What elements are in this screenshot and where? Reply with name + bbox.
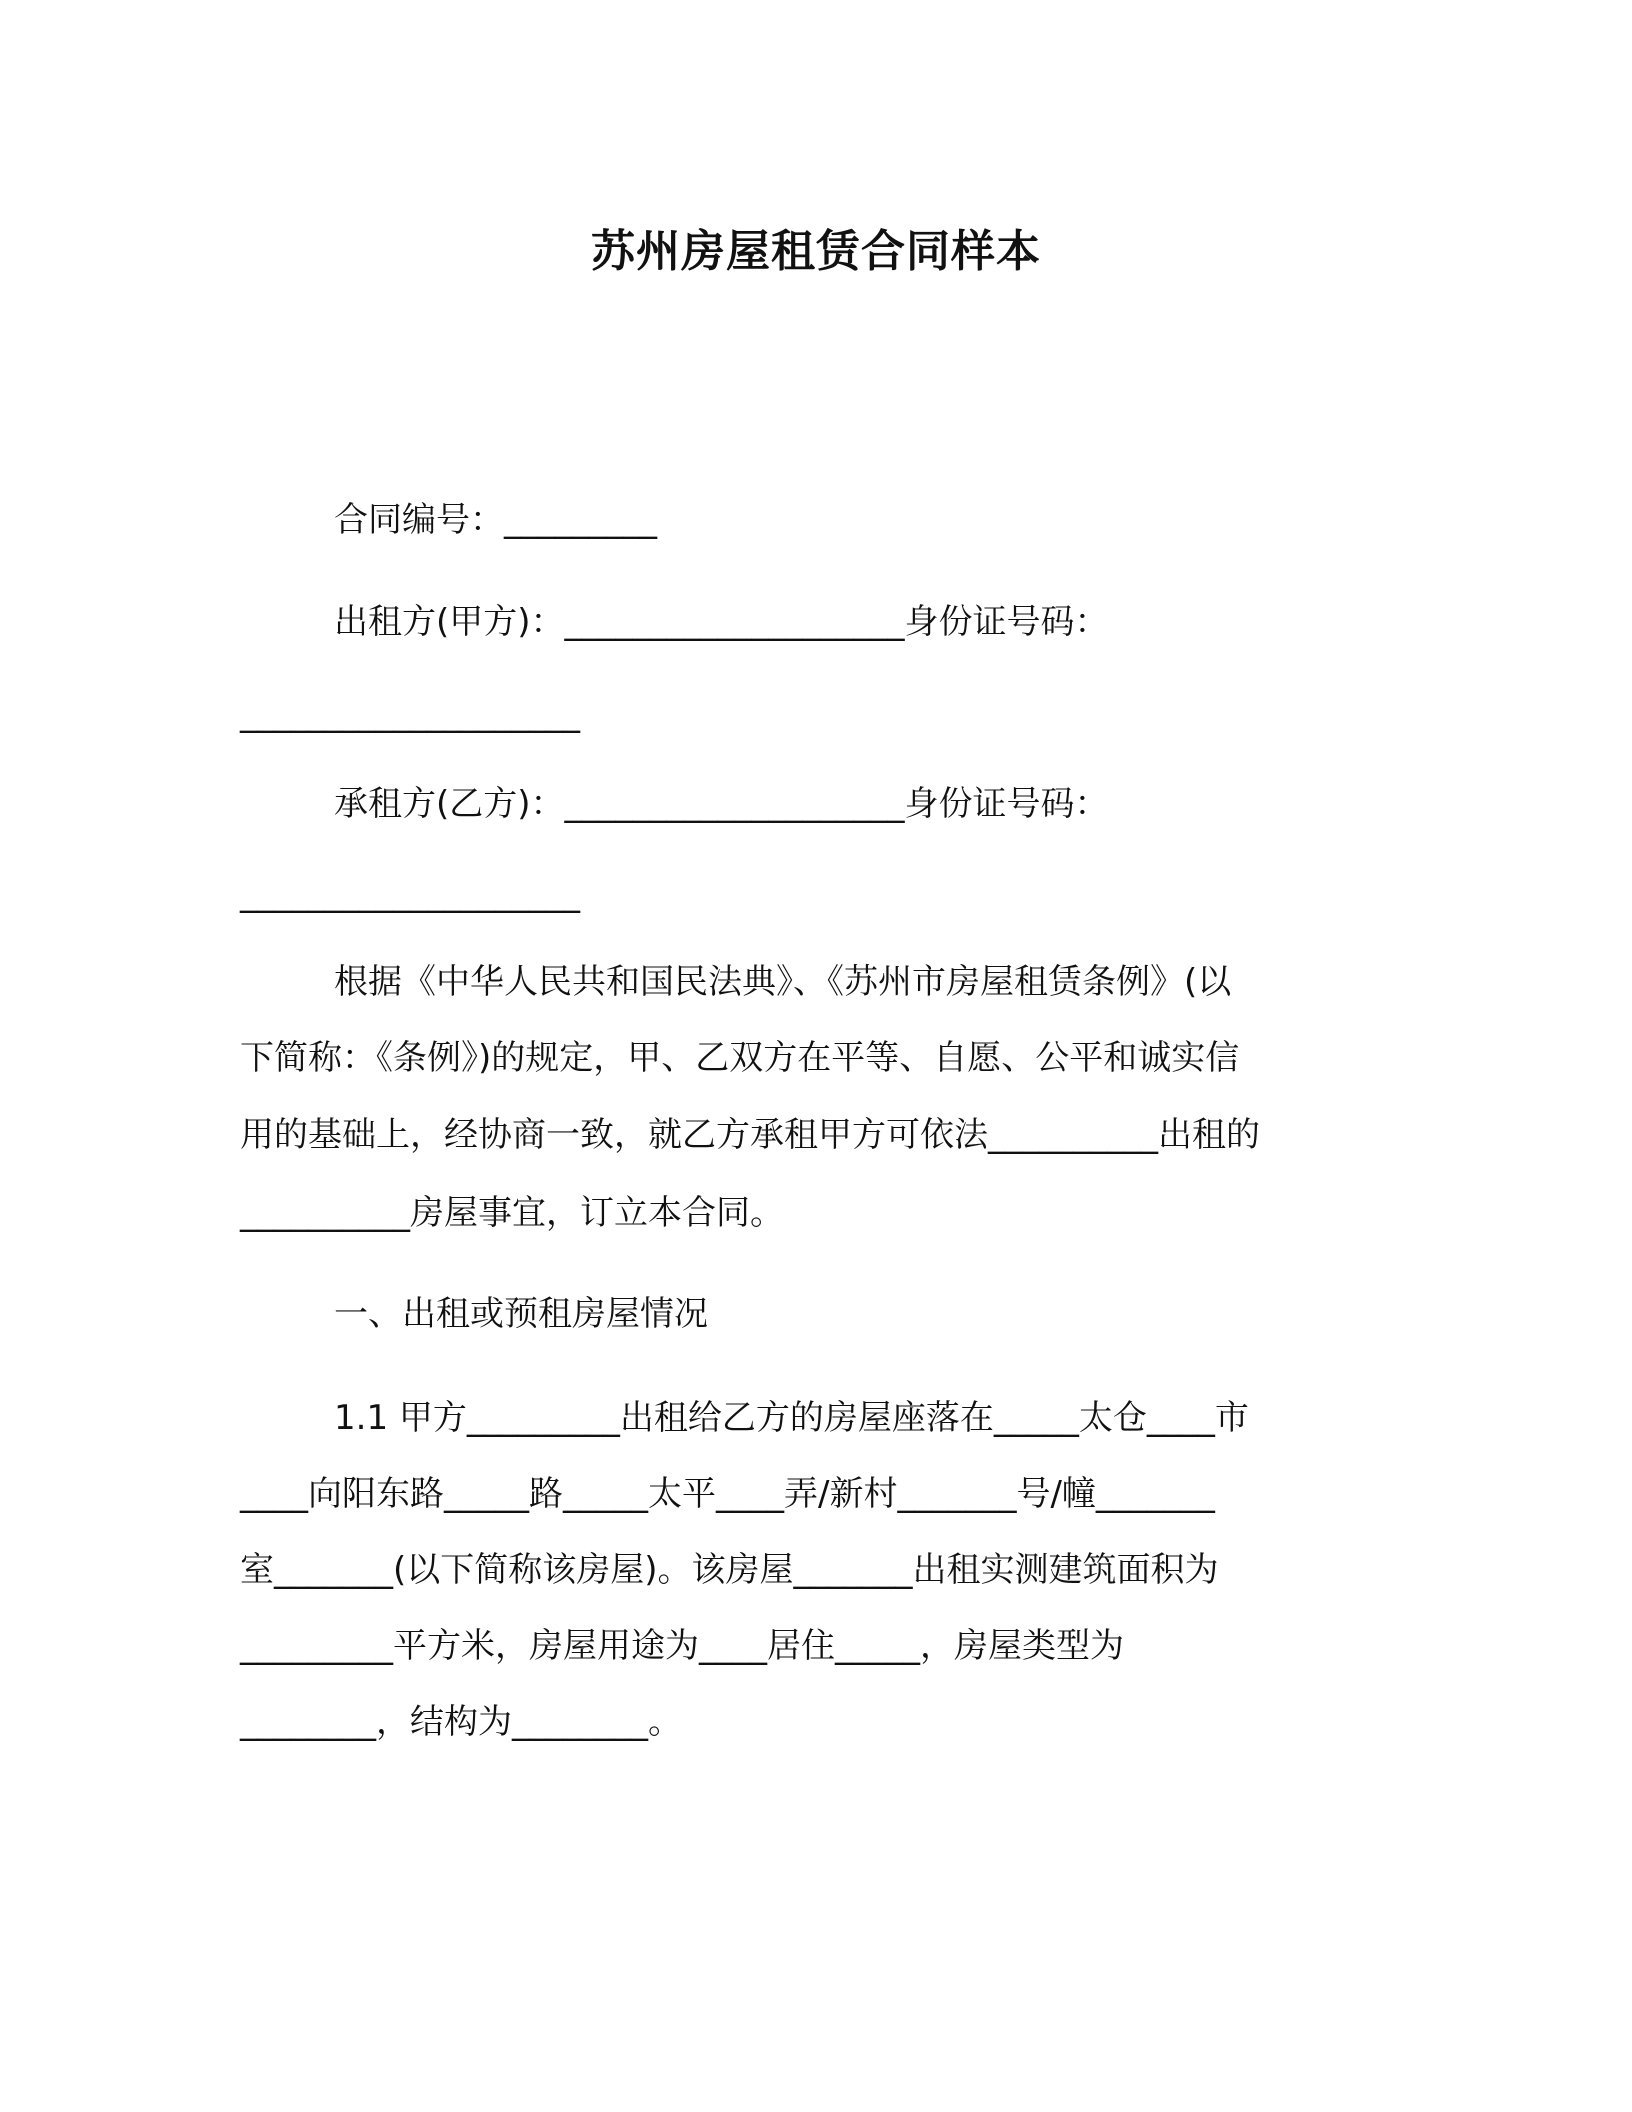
document-title: 苏州房屋租赁合同样本: [591, 226, 1041, 277]
preamble-line-1: 根据《中华人民共和国民法典》、《苏州市房屋租赁条例》(以: [334, 962, 1232, 1002]
contract-number-line: 合同编号：_________: [334, 500, 657, 540]
lessor-id-blank-line: ____________________: [240, 694, 580, 734]
clause-1-1-line-3: 室_______(以下简称该房屋)。该房屋_______出租实测建筑面积为: [240, 1550, 1219, 1590]
clause-1-1-line-5: ________，结构为________。: [240, 1702, 682, 1742]
preamble-line-3: 用的基础上，经协商一致，就乙方承租甲方可依法__________出租的: [240, 1115, 1260, 1155]
lessor-line: 出租方(甲方)：____________________身份证号码：: [334, 602, 1109, 642]
section-heading-1: 一、出租或预租房屋情况: [334, 1294, 708, 1334]
preamble-line-2: 下简称：《条例》)的规定，甲、乙双方在平等、自愿、公平和诚实信: [240, 1038, 1240, 1078]
clause-1-1-line-4: _________平方米，房屋用途为____居住_____，房屋类型为: [240, 1626, 1124, 1666]
lessee-line: 承租方(乙方)：____________________身份证号码：: [334, 784, 1109, 824]
clause-1-1-line-1: 1.1 甲方_________出租给乙方的房屋座落在_____太仓____市: [334, 1398, 1249, 1438]
preamble-line-4: __________房屋事宜，订立本合同。: [240, 1193, 784, 1233]
clause-1-1-line-2: ____向阳东路_____路_____太平____弄/新村_______号/幢_______: [240, 1474, 1215, 1514]
lessee-id-blank-line: ____________________: [240, 874, 580, 914]
